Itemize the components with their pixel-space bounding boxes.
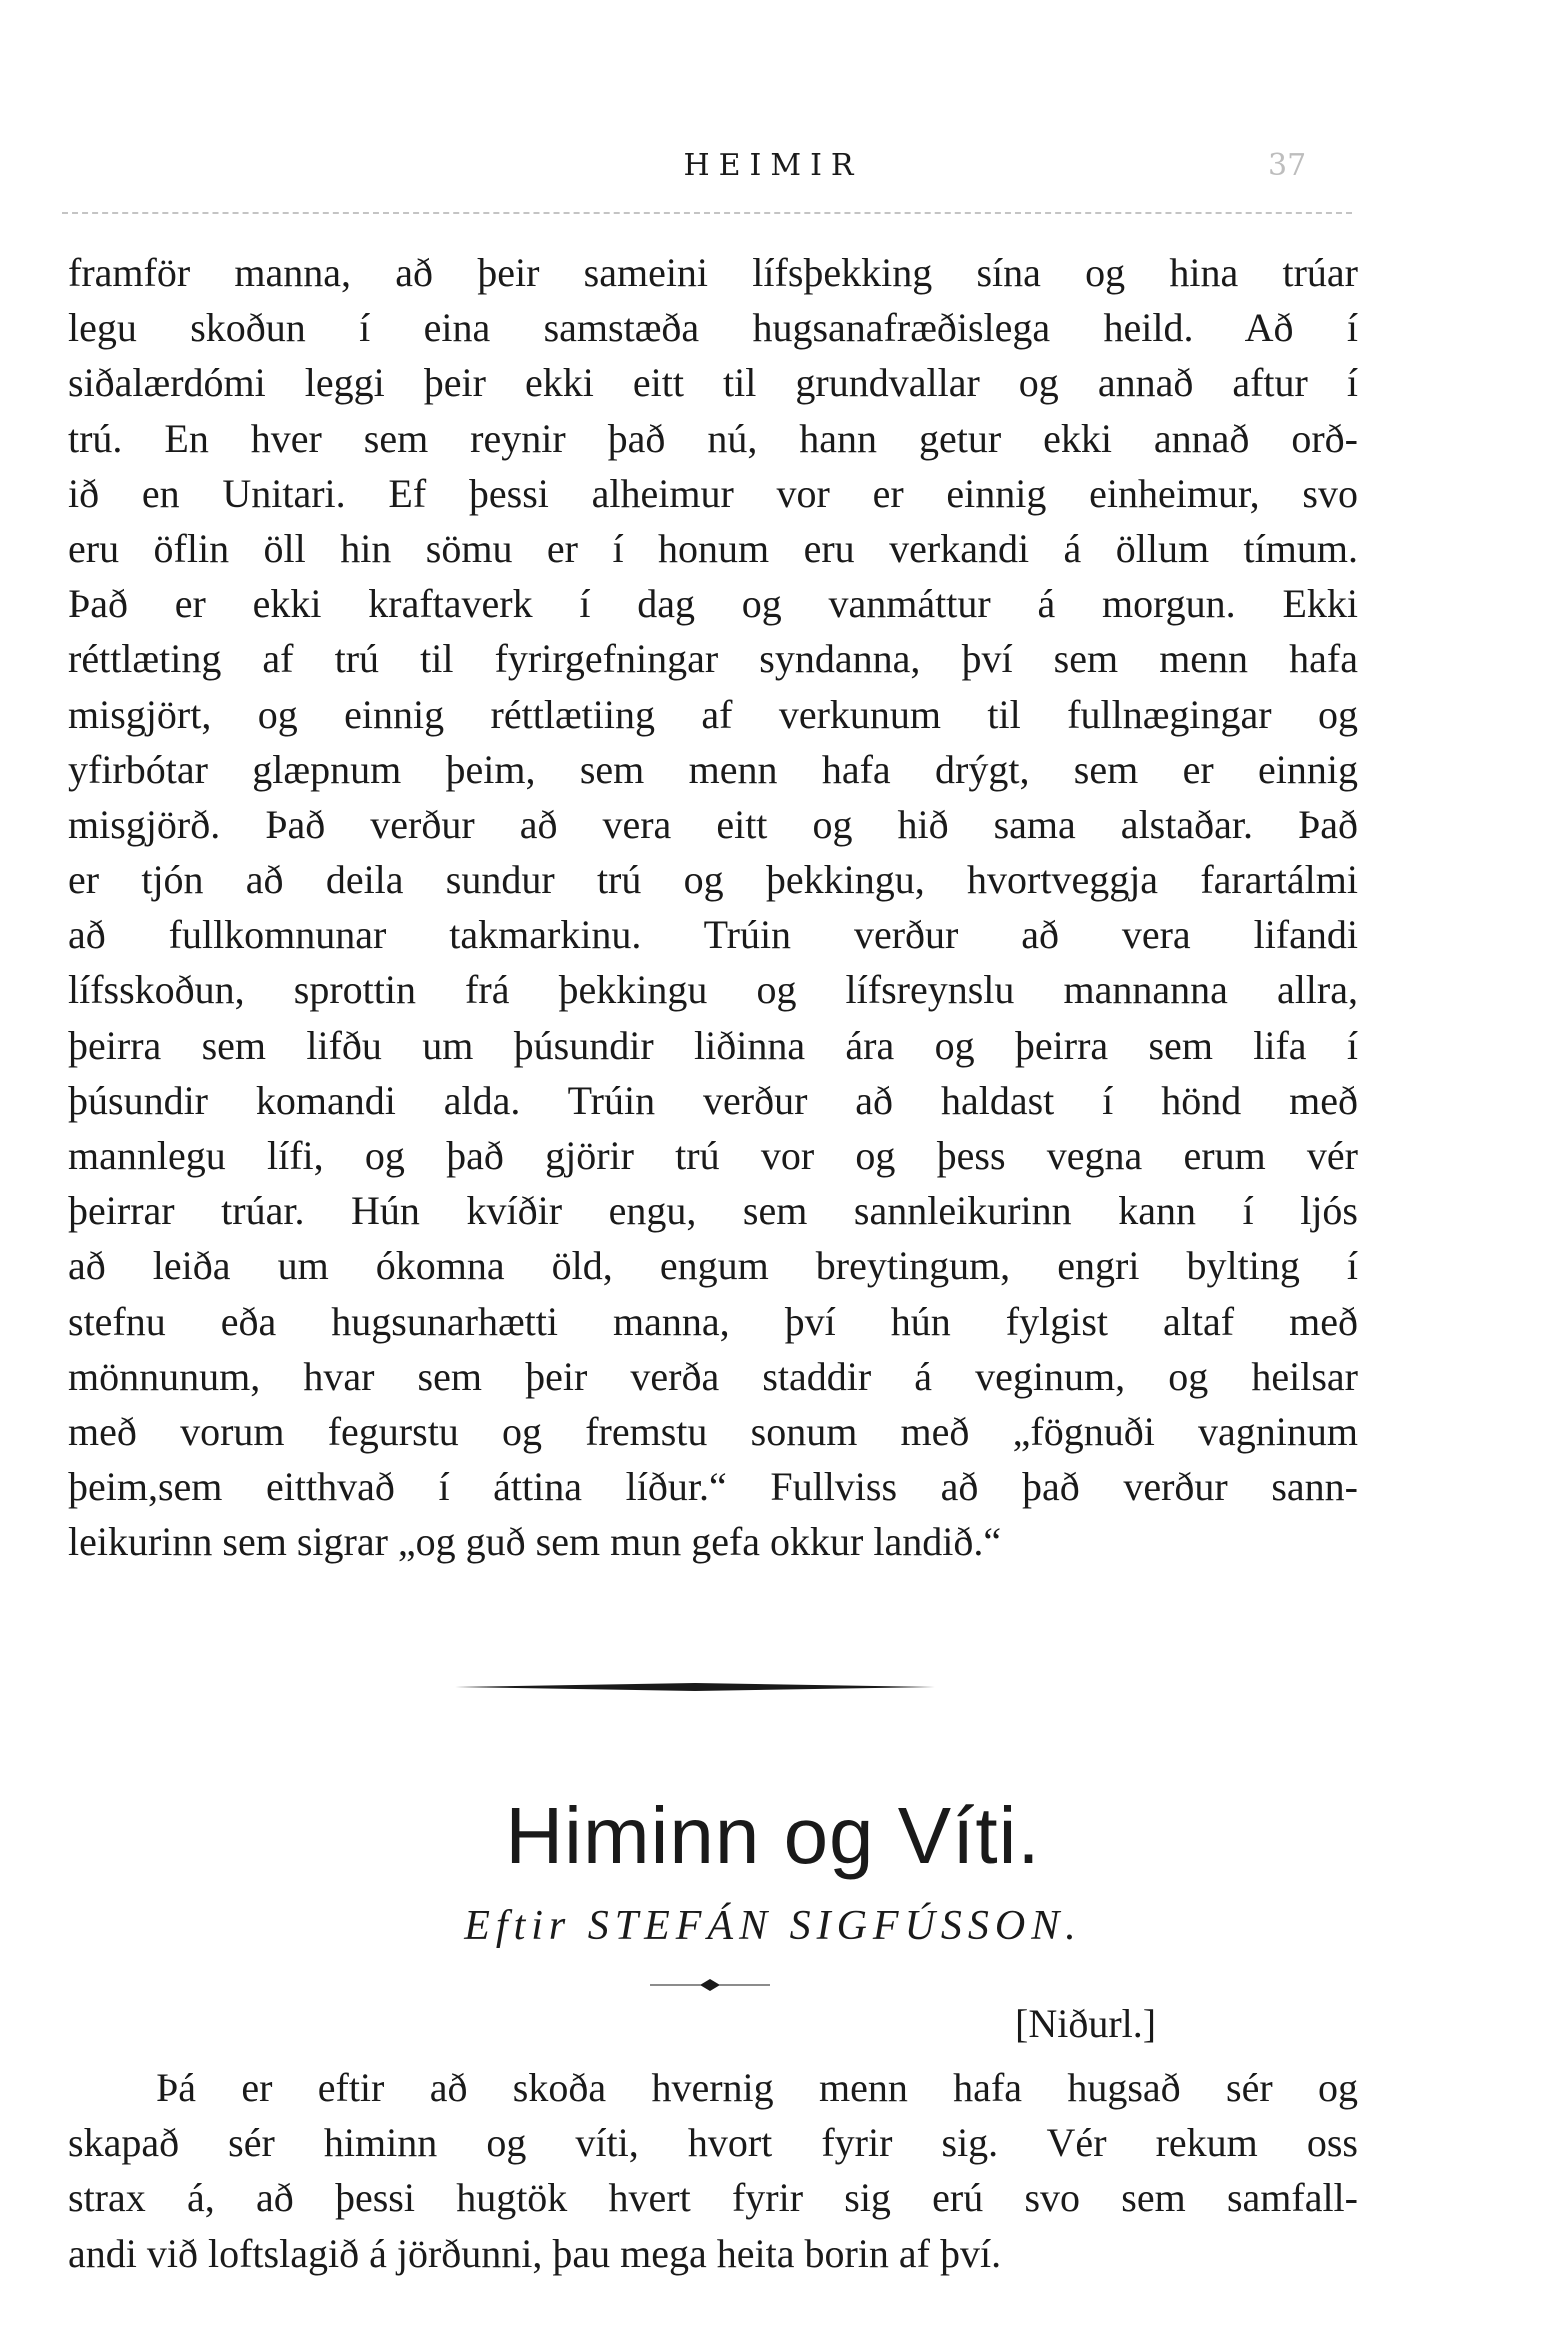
page-number: 37 xyxy=(1268,148,1307,183)
text-line: misgjört, og einnig réttlætiing af verkunum til fullnægingar og xyxy=(68,691,1358,737)
text-line: strax á, að þessi hugtök hvert fyrir sig erú svo sem samfall- xyxy=(68,2175,1358,2221)
article-body-2 xyxy=(68,2060,1358,2281)
header-rule xyxy=(62,212,1352,214)
text-line: Þá er eftir að skoða hvernig menn hafa hugsað sér og xyxy=(156,2065,1358,2110)
text-line: að leiða um ókomna öld, engum breytingum, engri bylting í xyxy=(68,1243,1358,1289)
text-line: ið en Unitari. Ef þessi alheimur vor er einnig einheimur, svo xyxy=(68,470,1358,516)
text-line: mannlegu lífi, og það gjörir trú vor og þess vegna erum vér xyxy=(68,1133,1358,1178)
section-divider xyxy=(455,1683,935,1691)
text-line: stefnu eða hugsunarhætti manna, því hún fylgist altaf með xyxy=(68,1298,1358,1344)
running-head: HEIMIR xyxy=(683,148,863,183)
text-line: þúsundir komandi alda. Trúin verður að haldast í hönd með xyxy=(68,1077,1358,1123)
text-line: með vorum fegurstu og fremstu sonum með „fögnuði vagninum xyxy=(68,1408,1358,1454)
text-line: siðalærdómi leggi þeir ekki eitt til grundvallar og annað aftur í xyxy=(68,360,1358,406)
continuation-note: [Niðurl.] xyxy=(1015,2001,1157,2046)
text-line: er tjón að deila sundur trú og þekkingu, hvortveggja farartálmi xyxy=(68,857,1358,903)
text-line: mönnunum, hvar sem þeir verða staddir á veginum, og heilsar xyxy=(68,1353,1358,1399)
article-title: Himinn og Víti. xyxy=(505,1791,1041,1880)
text-line: andi við loftslagið á jörðunni, þau mega heita borin af því. xyxy=(68,2230,1002,2276)
article-body xyxy=(68,245,1358,1570)
text-line: misgjörð. Það verður að vera eitt og hið sama alstaðar. Það xyxy=(68,801,1358,847)
text-line: þeim,sem eitthvað í áttina líður.“ Fullviss að það verður sann- xyxy=(68,1464,1358,1510)
text-line: þeirrar trúar. Hún kvíðir engu, sem sannleikurinn kann í ljós xyxy=(68,1188,1358,1234)
text-line: réttlæting af trú til fyrirgefningar syndanna, því sem menn hafa xyxy=(68,636,1358,682)
ornament-divider xyxy=(640,1978,780,1992)
text-line: þeirra sem lifðu um þúsundir liðinna ára og þeirra sem lifa í xyxy=(68,1022,1358,1068)
text-line: að fullkomnunar takmarkinu. Trúin verður að vera lifandi xyxy=(68,912,1358,958)
text-line: legu skoðun í eina samstæða hugsanafræðislega heild. Að í xyxy=(68,305,1358,351)
article-byline: Eftir STEFÁN SIGFÚSSON. xyxy=(464,1903,1082,1949)
text-line: framför manna, að þeir sameini lífsþekking sína og hina trúar xyxy=(68,250,1358,295)
text-line: skapað sér himinn og víti, hvort fyrir sig. Vér rekum oss xyxy=(68,2120,1358,2166)
text-line: leikurinn sem sigrar „og guð sem mun gefa okkur landið.“ xyxy=(68,1519,1002,1565)
text-line: eru öflin öll hin sömu er í honum eru verkandi á öllum tímum. xyxy=(68,525,1358,571)
text-line: yfirbótar glæpnum þeim, sem menn hafa drýgt, sem er einnig xyxy=(68,746,1358,792)
text-line: lífsskoðun, sprottin frá þekkingu og lífsreynslu mannanna allra, xyxy=(68,967,1358,1013)
text-line: trú. En hver sem reynir það nú, hann getur ekki annað orð- xyxy=(68,415,1358,461)
text-line: Það er ekki kraftaverk í dag og vanmáttur á morgun. Ekki xyxy=(68,581,1358,627)
